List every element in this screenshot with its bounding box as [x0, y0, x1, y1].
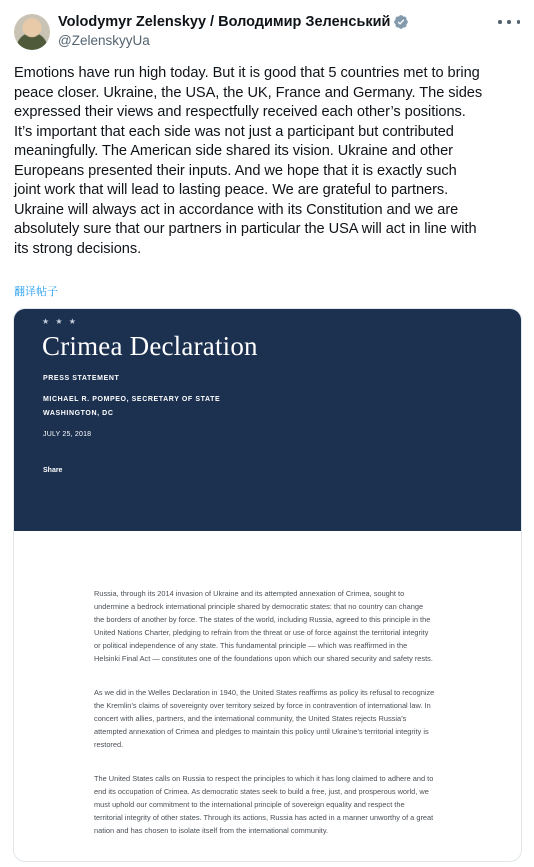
verified-badge-icon	[393, 14, 409, 30]
statement-date: JULY 25, 2018	[43, 431, 92, 438]
avatar[interactable]	[14, 14, 50, 50]
attached-image[interactable]	[13, 308, 522, 862]
declaration-banner	[14, 309, 522, 531]
stars-decoration: ★ ★ ★	[42, 317, 78, 326]
more-options-icon[interactable]	[498, 14, 520, 30]
declaration-title: Crimea Declaration	[42, 331, 258, 361]
declaration-paragraph: As we did in the Welles Declaration in 1940, the United States reaffirms as policy its refusal to recognize the Kremlin’s claims of sovereignty over territory seized by force in contravention of international law. In concert with allies, partners, and the international community, the United States rejects Russia’s attempted annexation of Crimea and pledges to maintain this policy until Ukraine’s territorial integrity is restored.	[94, 688, 435, 749]
statement-author: MICHAEL R. POMPEO, SECRETARY OF STATE	[43, 396, 221, 403]
translate-post-link[interactable]: 翻译帖子	[14, 285, 58, 298]
handle[interactable]: @ZelenskyyUa	[58, 33, 150, 48]
declaration-paragraph: The United States calls on Russia to respect the principles to which it has long claimed to adhere and to end its occupation of Crimea. As democratic states seek to build a free, just, and prosperous world, we must uphold our commitment to the international principle of sovereign equality and respect the territorial integrity of other states. Through its actions, Russia has acted in a manner unworthy of a great nation and has chosen to isolate itself from the international community.	[94, 774, 434, 835]
tweet-header	[14, 12, 522, 52]
author-names	[58, 13, 409, 48]
share-label: Share	[43, 467, 63, 474]
statement-location: WASHINGTON, DC	[43, 410, 114, 417]
tweet-text: Emotions have run high today. But it is good that 5 countries met to bring peace closer. Ukraine, the USA, the UK, France and Germany. The sides expressed their views and respectfully received each other’s positions. It’s important that each side was not just a participant but contributed meaningfully. The American side shared its vision. Ukraine and other Europeans presented their inputs. And we hope that it is exactly such joint work that will lead to lasting peace. We are grateful to partners. Ukraine will always act in accordance with its Constitution and we are absolutely sure that our partners in particular the USA will act in line with its strong decisions.	[14, 65, 483, 257]
display-name[interactable]: Volodymyr Zelenskyy / Володимир Зеленський	[58, 13, 391, 30]
declaration-paragraph: Russia, through its 2014 invasion of Ukraine and its attempted annexation of Crimea, sought to undermine a bedrock international principle shared by democratic states: that no country can change the borders of another by force. The states of the world, including Russia, agreed to this principle in the United Nations Charter, pledging to refrain from the threat or use of force against the territorial integrity or political independence of any state. This fundamental principle — which was reaffirmed in the Helsinki Final Act — constitutes one of the foundations upon which our shared security and safety rests.	[94, 589, 433, 663]
press-statement-label: PRESS STATEMENT	[43, 375, 120, 382]
